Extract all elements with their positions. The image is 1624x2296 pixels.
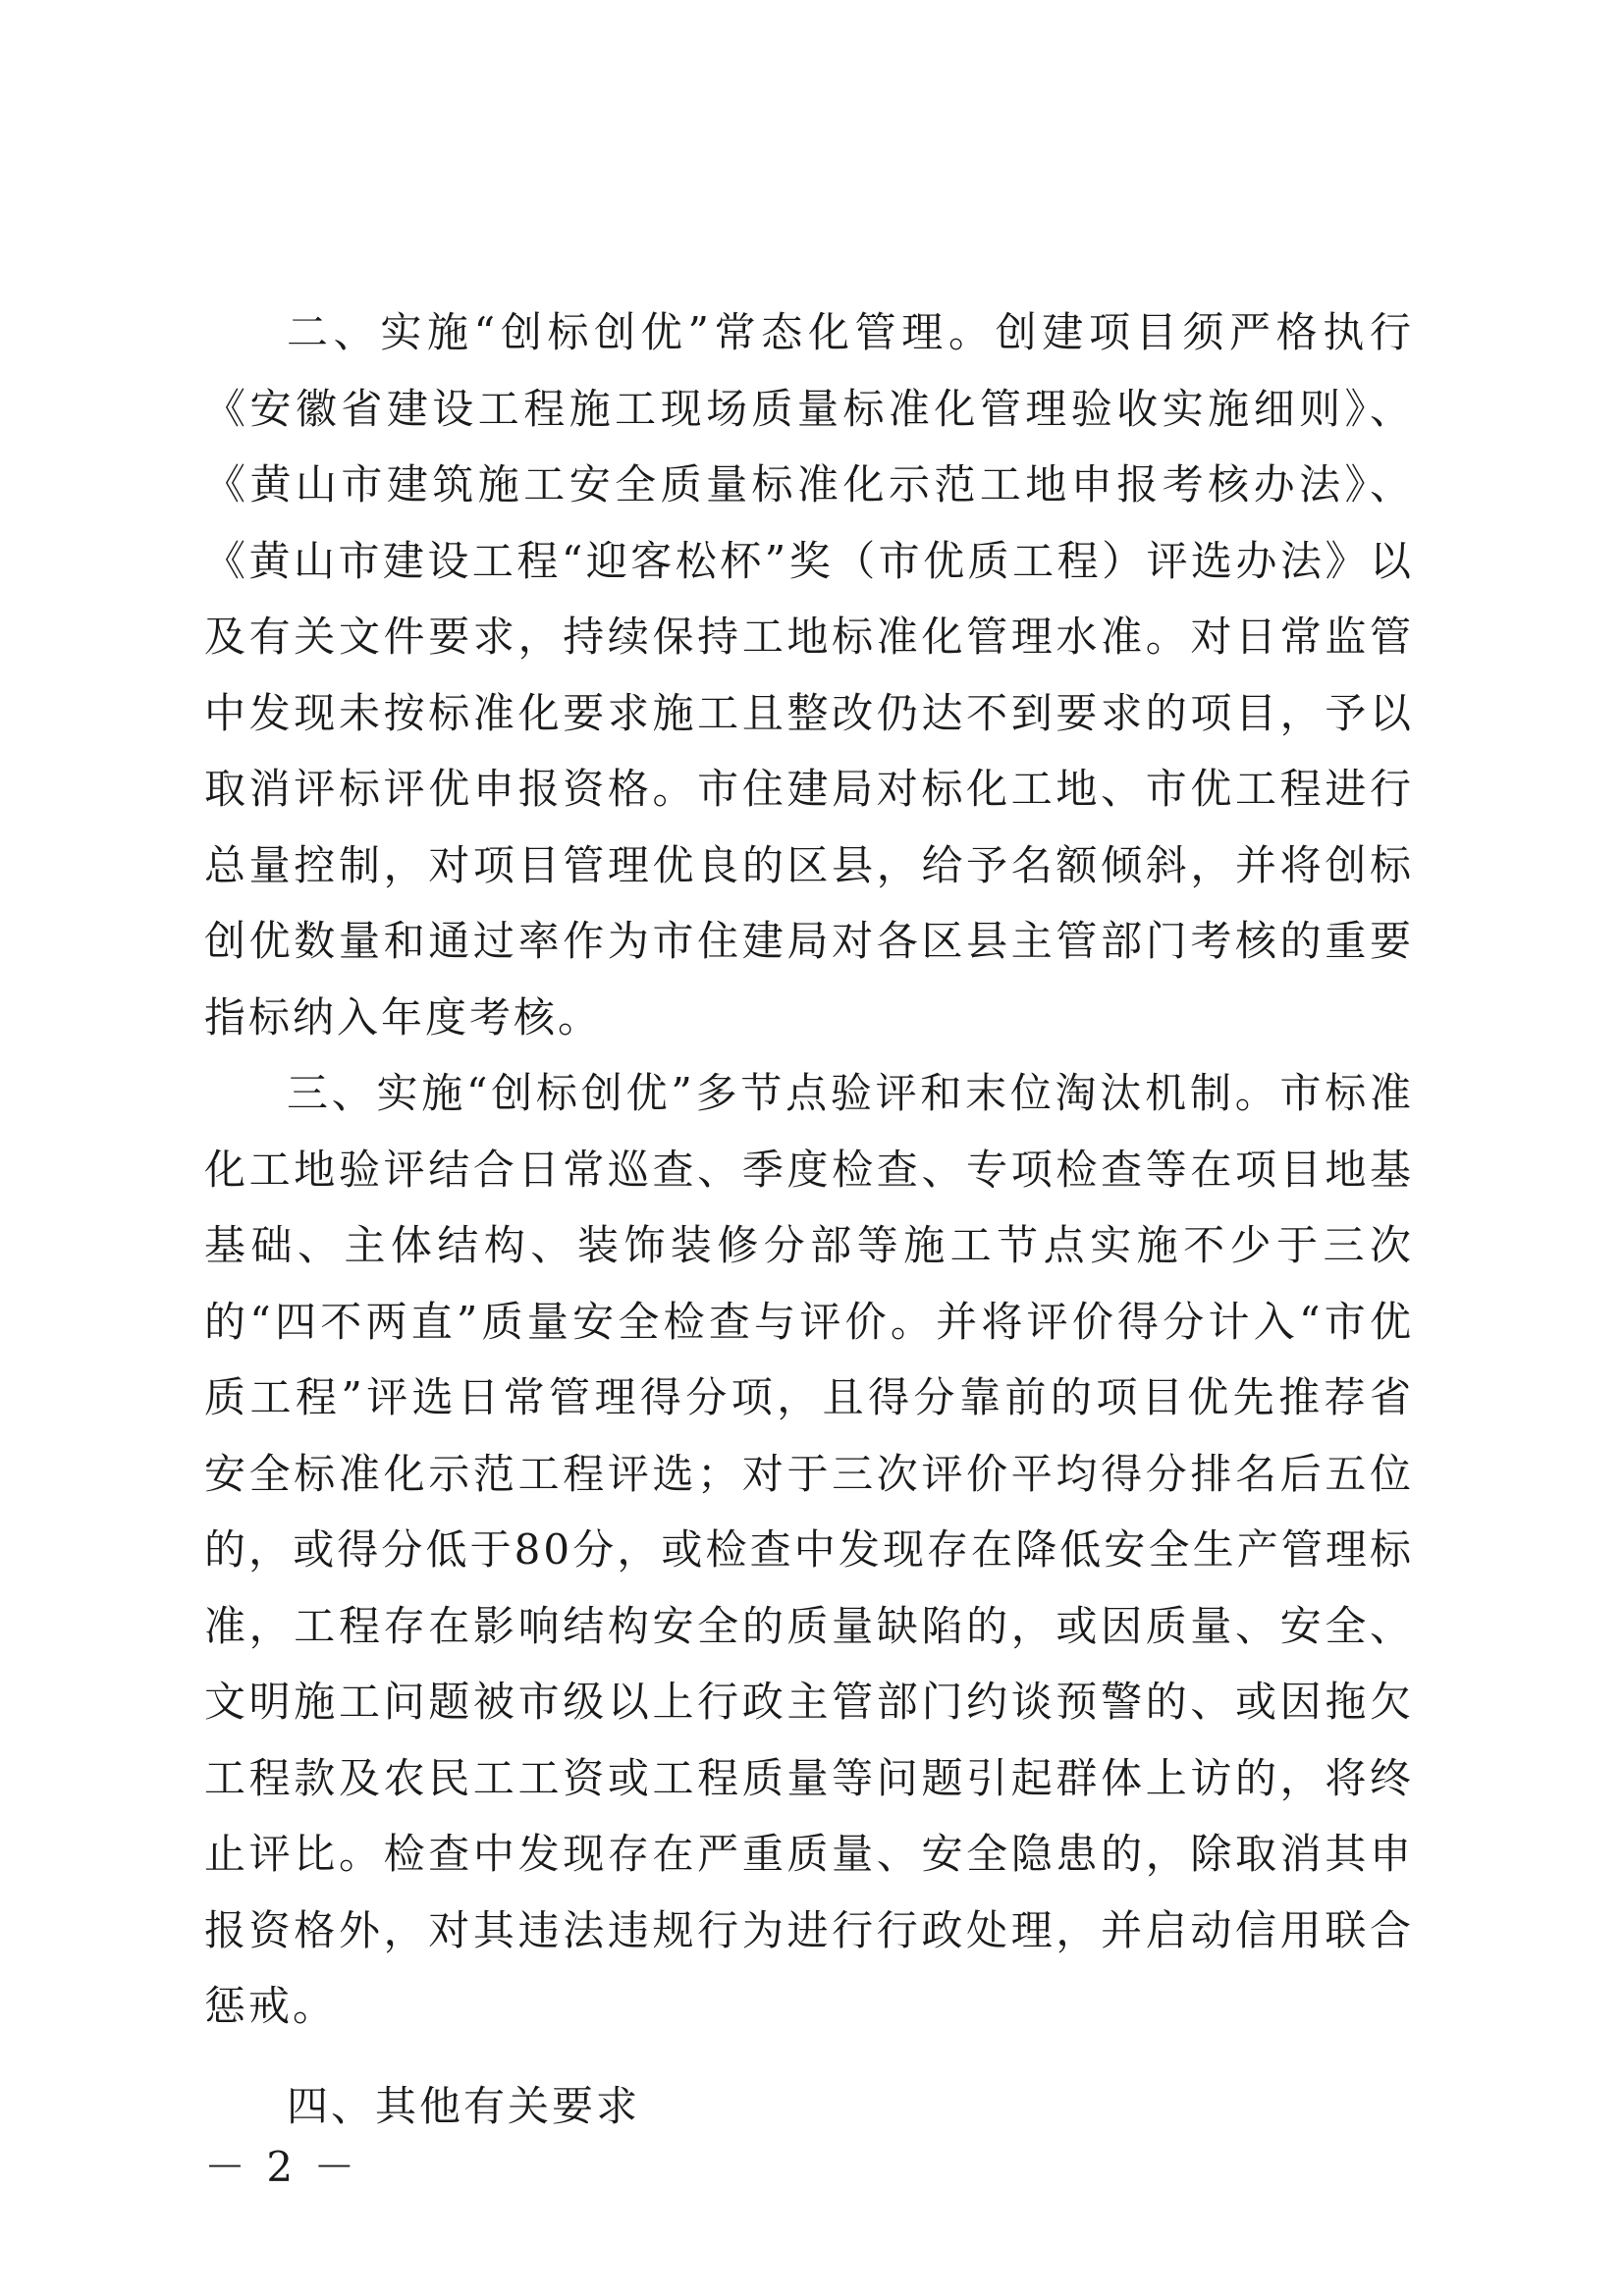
- page-number: － 2 －: [204, 2143, 359, 2191]
- paragraph-three: 三、实施“创标创优”多节点验评和末位淘汰机制。市标准化工地验评结合日常巡查、季度检查、专项检查等在项目地基基础、主体结构、装饰装修分部等施工节点实施不少于三次的“四不两直”质量安全检查与评价。并将评价得分计入“市优质工程”评选日常管理得分项，且得分靠前的项目优先推荐省安全标准化示范工程评选；对于三次评价平均得分排名后五位的，或得分低于80分，或检查中发现存在降低安全生产管理标准，工程存在影响结构安全的质量缺陷的，或因质量、安全、文明施工问题被市级以上行政主管部门约谈预警的、或因拖欠工程款及农民工工资或工程质量等问题引起群体上访的，将终止评比。检查中发现存在严重质量、安全隐患的，除取消其申报资格外，对其违法违规行为进行行政处理，并启动信用联合惩戒。: [204, 1069, 1414, 2030]
- section-heading-four: 四、其他有关要求: [287, 2081, 641, 2130]
- paragraph-two: 二、实施“创标创优”常态化管理。创建项目须严格执行《安徽省建设工程施工现场质量标准化管理验收实施细则》、《黄山市建筑施工安全质量标准化示范工地申报考核办法》、《黄山市建设工程“迎客松杯”奖（市优质工程）评选办法》以及有关文件要求，持续保持工地标准化管理水准。对日常监管中发现未按标准化要求施工且整改仍达不到要求的项目，予以取消评标评优申报资格。市住建局对标化工地、市优工程进行总量控制，对项目管理优良的区县，给予名额倾斜，并将创标创优数量和通过率作为市住建局对各区县主管部门考核的重要指标纳入年度考核。: [204, 308, 1414, 1041]
- body-text: [204, 294, 1414, 2144]
